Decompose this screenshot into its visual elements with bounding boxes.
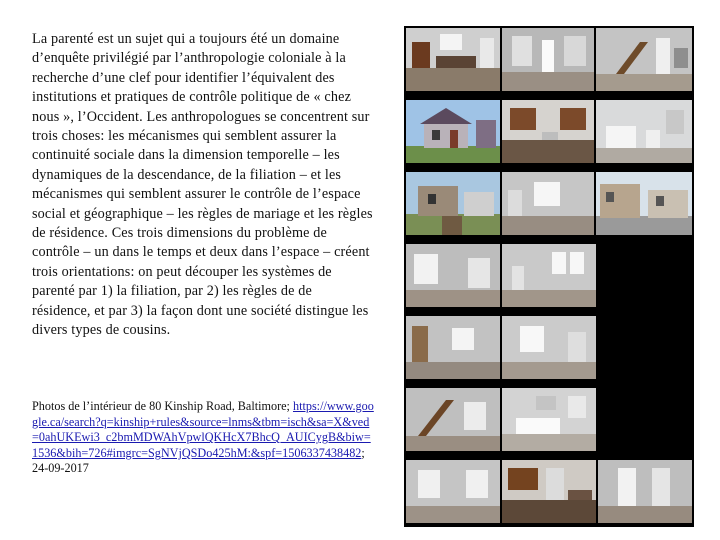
photo-caption (32, 399, 374, 477)
living-room-photo (502, 28, 594, 91)
kitchen-counter-photo (502, 100, 594, 163)
house-exterior-photo (406, 100, 500, 163)
radiator-room-photo (502, 316, 596, 379)
bathroom-photo (596, 100, 692, 163)
door-room-photo (406, 316, 500, 379)
bedroom-photo (406, 244, 500, 307)
photo-gallery (404, 26, 694, 527)
source-link[interactable]: https://www.google.ca/search?q=kinship+rules&source=lnms&tbm=isch&sa=X&ved=0ahUKEwi3_c2bmMDWAhVpwlQKHcX7BhcQ_AUICygB&biw=1536&bih=726#imgrc=SgNVjQSDo425hM:&spf=1506337438482 (32, 399, 374, 460)
alley-photo (596, 172, 692, 235)
kitchen-cabinets-photo (502, 460, 596, 523)
bathtub-photo (502, 388, 596, 451)
caption-suffix: ; 24-09-2017 (32, 445, 365, 476)
window-room-photo (502, 244, 596, 307)
empty-room-photo (502, 172, 594, 235)
main-paragraph: La parenté est un sujet qui a toujours été un domaine d’enquête privilégié par l’anthropologie coloniale à la recherche d’une clef pour identifier l’équivalent des institutions et pratiques de contrôle politique de « chez nous », l’Occident. Les anthropologues se concentrent sur trois choses: les mécanismes qui semblent assurer la continuité sociale dans la dimension temporelle – les dynamiques de la descendance, de la filiation – et les mécanismes qui semblent assurer le contrôle de l’espace social et géographique – les règles de mariage et les règles de résidence. Ces trois dimensions du problème de contrôle – un dans le temps et deux dans l’espace – créent trois orientations: on peut découper les systèmes de parenté par 1) la filiation, par 2) les règles de de résidence, et par 3) la façon dont une société distingue les divers types de cousins. (32, 31, 373, 339)
kitchen-photo (406, 28, 500, 91)
stairway-photo (596, 28, 692, 91)
backyard-photo (406, 172, 500, 235)
front-room-photo (406, 460, 500, 523)
closet-photo (598, 460, 692, 523)
caption-prefix: Photos de l’intérieur de 80 Kinship Road, Baltimore; (32, 399, 293, 413)
staircase-photo (406, 388, 500, 451)
